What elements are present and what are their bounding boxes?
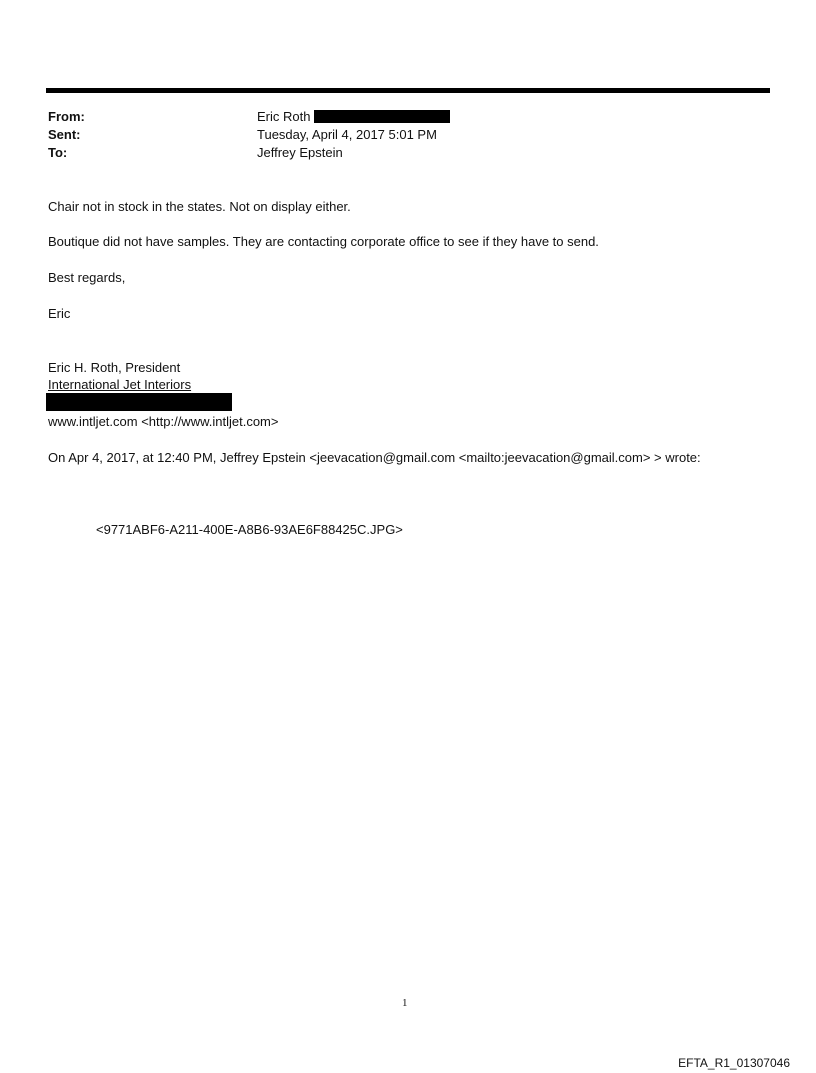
signature-website: www.intljet.com <http://www.intljet.com> (48, 414, 279, 429)
body-line-2: Boutique did not have samples. They are contacting corporate office to see if they have to send. (48, 234, 599, 249)
body-line-1: Chair not in stock in the states. Not on display either. (48, 199, 351, 214)
attachment-filename: <9771ABF6-A211-400E-A8B6-93AE6F88425C.JPG> (96, 522, 403, 537)
bates-id: EFTA_R1_01307046 (678, 1056, 790, 1070)
from-value (257, 108, 450, 126)
to-value: Jeffrey Epstein (257, 145, 343, 160)
sent-label: Sent: (48, 127, 81, 142)
body-closing: Best regards, (48, 270, 126, 285)
from-name: Eric Roth (257, 109, 311, 124)
header-rule (46, 88, 770, 93)
body-signoff: Eric (48, 306, 71, 321)
sent-value: Tuesday, April 4, 2017 5:01 PM (257, 127, 437, 142)
redacted-email-block (314, 110, 450, 123)
redacted-signature-block (46, 393, 232, 411)
from-label: From: (48, 109, 85, 124)
signature-company: International Jet Interiors (48, 377, 192, 392)
signature-name-title: Eric H. Roth, President (48, 360, 181, 375)
page-number: 1 (402, 997, 408, 1009)
to-label: To: (48, 145, 68, 160)
quote-attribution: On Apr 4, 2017, at 12:40 PM, Jeffrey Epstein <jeevacation@gmail.com <mailto:jeevacation@gmail.com> > wrote: (48, 450, 701, 465)
